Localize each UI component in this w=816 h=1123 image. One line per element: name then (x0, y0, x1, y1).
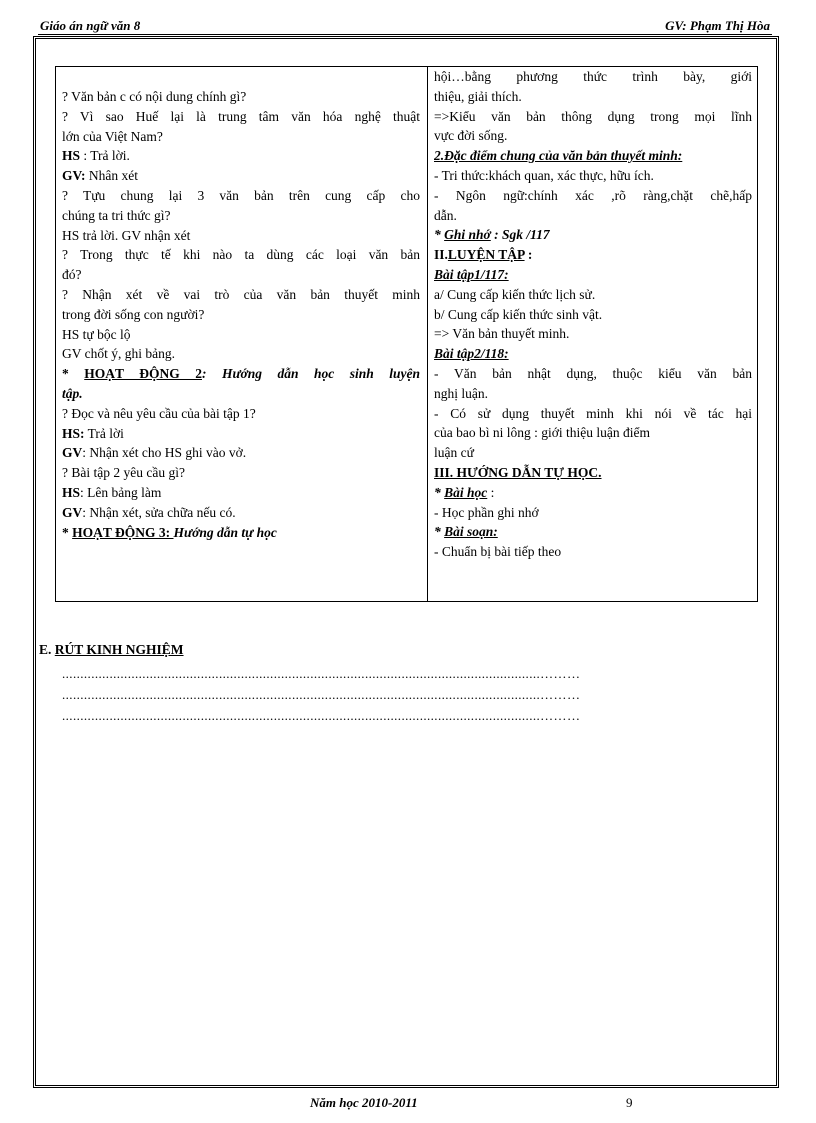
header-teacher: GV: Phạm Thị Hòa (665, 18, 770, 33)
lesson-content-column (434, 67, 752, 562)
question-line: ? Đọc và nêu yêu cầu của bài tập 1? (62, 405, 256, 421)
question-line: ? Vì sao Huế lại là trung tâm văn hóa nghệ thuật (62, 108, 420, 124)
lesson-label: * Bài học : (434, 484, 495, 500)
summary-note: * Ghi nhớ : Sgk /117 (434, 227, 550, 243)
exercise-1-heading: Bài tập1/117: (434, 266, 509, 282)
question-line: đó? (62, 267, 82, 283)
question-line: ? Văn bản c có nội dung chính gì? (62, 89, 247, 104)
dotted-line: ...................................................................................................................................……… (62, 688, 581, 702)
content-line: luận cứ (434, 445, 474, 461)
teacher-line: GV: Nhân xét (62, 168, 138, 184)
header-subject: Giáo án ngữ văn 8 (40, 18, 141, 33)
note-line: GV chốt ý, ghi bảng. (62, 346, 175, 362)
activity-2-heading-cont: tập. (62, 385, 83, 401)
school-year: Năm học 2010-2011 (310, 1095, 418, 1110)
content-line: thiệu, giải thích. (434, 88, 522, 104)
student-line: HS: Lên bảng làm (62, 484, 162, 500)
preparation-label: * Bài soạn: (434, 524, 498, 540)
content-line: b/ Cung cấp kiến thức sinh vật. (434, 306, 603, 322)
content-line: hội…bằng phương thức trình bày, giới (434, 69, 752, 84)
question-line: ? Bài tập 2 yêu cầu gì? (62, 465, 185, 481)
content-line: - Chuẩn bị bài tiếp theo (434, 544, 562, 560)
content-line: dẫn. (434, 207, 457, 223)
student-line: HS : Trả lời. (62, 148, 130, 164)
page-number: 9 (626, 1095, 633, 1110)
practice-heading: II.LUYỆN TẬP : (434, 247, 533, 263)
content-line: - Văn bản nhật dụng, thuộc kiểu văn bản (434, 365, 752, 381)
content-line: - Có sử dụng thuyết minh khi nói về tác hại (434, 405, 752, 421)
activity-2-heading: * HOẠT ĐỘNG 2: Hướng dẫn học sinh luyện (62, 366, 420, 382)
note-line: HS trả lời. GV nhận xét (62, 227, 191, 243)
question-line: chúng ta tri thức gì? (62, 207, 171, 223)
teacher-line: GV: Nhận xét cho HS ghi vào vở. (62, 445, 247, 461)
content-line: a/ Cung cấp kiến thức lịch sử. (434, 286, 596, 302)
question-line: ? Trong thực tế khi nào ta dùng các loại văn bản (62, 247, 420, 263)
content-line: - Tri thức:khách quan, xác thực, hữu ích. (434, 167, 654, 183)
dotted-line: ...................................................................................................................................……… (62, 709, 581, 723)
exercise-2-heading: Bài tập2/118: (434, 346, 509, 362)
content-line: vực đời sống. (434, 128, 508, 144)
content-line: - Học phần ghi nhớ (434, 504, 539, 520)
content-line: nghị luận. (434, 385, 488, 401)
experience-section-title: E. RÚT KINH NGHIỆM (39, 642, 184, 657)
question-line: ? Nhận xét về vai trò của văn bản thuyết minh (62, 286, 420, 302)
teacher-line: GV: Nhận xét, sửa chữa nếu có. (62, 504, 236, 520)
question-line: lớn của Việt Nam? (62, 128, 163, 144)
student-line: HS: Trả lời (62, 425, 124, 441)
content-line: => Văn bản thuyết minh. (434, 326, 570, 342)
question-line: ? Tựu chung lại 3 văn bản trên cung cấp cho (62, 187, 420, 203)
section-heading: 2.Đặc điểm chung của văn bản thuyết minh: (434, 148, 683, 164)
column-divider (427, 67, 428, 601)
teacher-student-activities-column (62, 87, 420, 542)
note-line: HS tự bộc lộ (62, 326, 131, 342)
activity-3-heading: * HOẠT ĐỘNG 3: Hướng dẫn tự học (62, 524, 277, 540)
question-line: trong đời sống con người? (62, 306, 205, 322)
page-header (38, 16, 772, 35)
content-line: - Ngôn ngữ:chính xác ,rõ ràng,chặt chẽ,hấp (434, 187, 752, 203)
self-study-heading: III. HƯỚNG DẪN TỰ HỌC. (434, 464, 602, 480)
dotted-line: ...................................................................................................................................……… (62, 667, 581, 681)
content-line: của bao bì ni lông : giới thiệu luận điểm (434, 425, 650, 441)
lesson-table (55, 66, 758, 602)
content-line: =>Kiểu văn bản thông dụng trong mọi lĩnh (434, 108, 752, 124)
